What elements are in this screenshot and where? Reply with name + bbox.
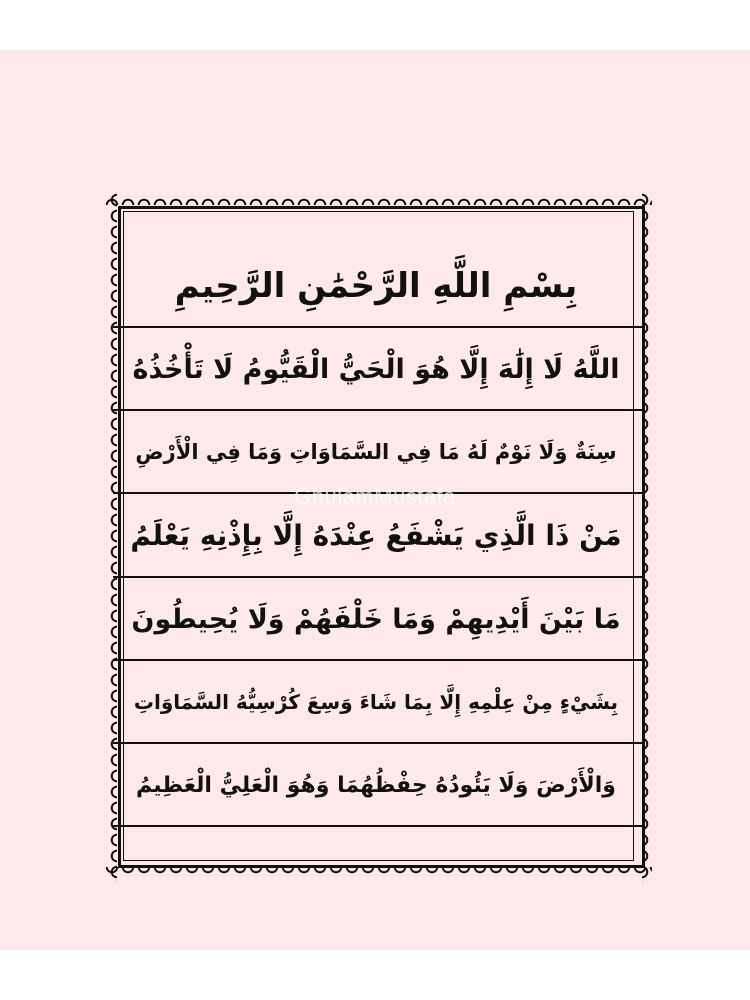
decorative-border-left bbox=[104, 192, 117, 882]
watermark: GhulamMustafa bbox=[294, 484, 456, 509]
decorative-border-bottom bbox=[104, 867, 652, 880]
calligraphy-line-4: مَا بَيْنَ أَيْدِيهِمْ وَمَا خَلْفَهُمْ وَلَا يُحِيطُونَ bbox=[131, 604, 621, 635]
decorative-border-top bbox=[104, 192, 652, 205]
calligraphy-line-bismillah: بِسْمِ اللَّهِ الرَّحْمَٰنِ الرَّحِيمِ bbox=[174, 266, 578, 306]
calligraphy-line-5: بِشَيْءٍ مِنْ عِلْمِهِ إِلَّا بِمَا شَاءَ وَسِعَ كُرْسِيُّهُ السَّمَاوَاتِ bbox=[133, 690, 619, 714]
calligraphy-line-6: وَالْأَرْضَ وَلَا يَئُودُهُ حِفْظُهُمَا وَهُوَ الْعَلِيُّ الْعَظِيمُ bbox=[136, 773, 616, 798]
calligraphy-line-3: مَنْ ذَا الَّذِي يَشْفَعُ عِنْدَهُ إِلَّا بِإِذْنِهِ يَعْلَمُ bbox=[130, 519, 622, 552]
calligraphy-line-1: اللَّهُ لَا إِلَٰهَ إِلَّا هُوَ الْحَيُّ الْقَيُّومُ لَا تَأْخُذُهُ bbox=[132, 354, 620, 385]
calligraphy-line-2: سِنَةٌ وَلَا نَوْمٌ لَهُ مَا فِي السَّمَاوَاتِ وَمَا فِي الْأَرْضِ bbox=[135, 440, 617, 464]
